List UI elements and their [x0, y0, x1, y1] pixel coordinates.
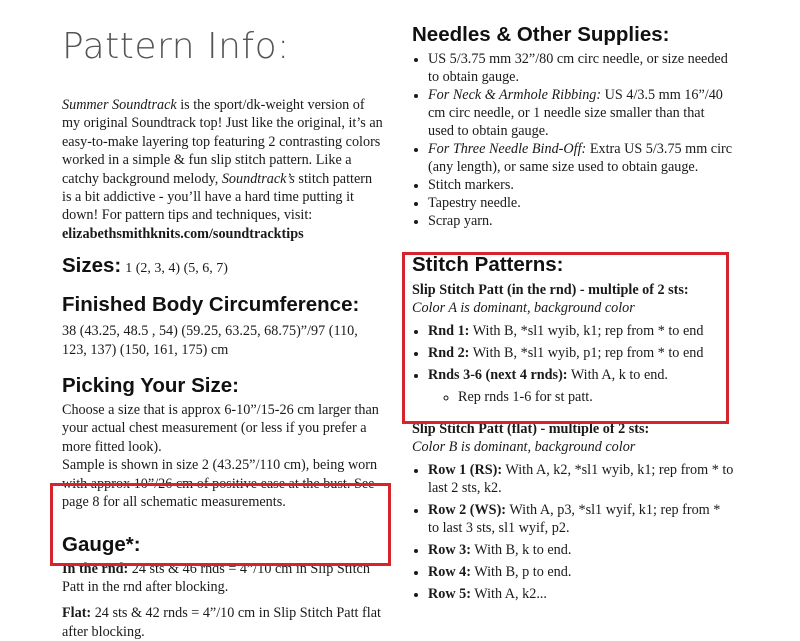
intro-text-1: is the sport/dk-weight version of my original Soundtrack top! Just like the original, it’s an easy-to-make layering top featuring 2 contrasting colors worked in a simple & fun slip stitch pattern. Like a catchy background melody,	[62, 97, 383, 187]
gauge-flat-label: Flat:	[62, 605, 91, 621]
stitch-flat-item-3: • Row 4: With B, p to end.	[428, 563, 734, 581]
needles-item-5: • Scrap yarn.	[428, 212, 734, 230]
stitch-patterns-highlight-box	[402, 252, 729, 424]
finished-section	[62, 292, 384, 359]
gauge-heading: Gauge*:	[62, 532, 384, 557]
picking-text-1: Choose a size that is approx 6-10”/15-26 cm larger than your actual chest measurement (or less if you prefer a more fitted look).	[62, 401, 384, 456]
stitch-rnd-item-2: • Rnds 3-6 (next 4 rnds): With A, k to end. ◦ Rep rnds 1-6 for st patt.	[428, 366, 734, 406]
sizes-section	[62, 253, 384, 278]
gauge-flat	[62, 604, 384, 641]
needles-item-2: • For Three Needle Bind-Off: Extra US 5/3.75 mm circ (any length), or same size used to obtain gauge.	[428, 140, 734, 176]
needles-list	[412, 50, 734, 230]
tips-link[interactable]: elizabethsmithknits.com/soundtracktips	[62, 226, 304, 242]
gauge-highlight-box	[50, 483, 391, 566]
picking-text-2: Sample is shown in size 2 (43.25”/110 cm), being worn with approx 10”/26 cm of positive ease at the bust. See page 8 for all schematic measurements.	[62, 456, 384, 511]
pattern-name: Summer Soundtrack	[62, 97, 177, 113]
stitch-rnd-title: Slip Stitch Patt (in the rnd) - multiple of 2 sts:	[412, 281, 734, 299]
stitch-flat-item-1: • Row 2 (WS): With A, p3, *sl1 wyif, k1; rep from * to last 3 sts, sl1 wyif, p2.	[428, 501, 734, 537]
stitch-rnd-item-1: • Rnd 2: With B, *sl1 wyib, p1; rep from * to end	[428, 344, 734, 362]
gauge-flat-text: 24 sts & 42 rnds = 4”/10 cm in Slip Stitch Patt flat after blocking.	[62, 605, 381, 639]
stitch-rnd-subitem: ◦ Rep rnds 1-6 for st patt.	[458, 388, 734, 406]
sizes-value: 1 (2, 3, 4) (5, 6, 7)	[125, 261, 228, 276]
gauge-rnd-text: 24 sts & 46 rnds = 4”/10 cm in Slip Stitch Patt in the rnd after blocking.	[62, 561, 370, 595]
needles-item-3: • Stitch markers.	[428, 176, 734, 194]
sizes-heading: Sizes:	[62, 254, 121, 277]
stitch-flat-title: Slip Stitch Patt (flat) - multiple of 2 sts:	[412, 420, 734, 438]
stitch-flat-item-0: • Row 1 (RS): With A, k2, *sl1 wyib, k1; rep from * to last 2 sts, k2.	[428, 461, 734, 497]
stitch-flat-list	[412, 461, 734, 603]
needles-item-0: • US 5/3.75 mm 32”/80 cm circ needle, or size needed to obtain gauge.	[428, 50, 734, 86]
intro-text-2: stitch pattern is a bit addictive - you’ll have a hard time putting it down! For pattern tips and techniques, visit:	[62, 171, 372, 224]
stitch-rnd-sub: Color A is dominant, background color	[412, 299, 734, 317]
picking-heading: Picking Your Size:	[62, 373, 384, 398]
needles-item-4: • Tapestry needle.	[428, 194, 734, 212]
pattern-name-possessive: Soundtrack’s	[222, 171, 295, 187]
finished-text: 38 (43.25, 48.5 , 54) (59.25, 63.25, 68.75)”/97 (110, 123, 137) (150, 161, 175) cm	[62, 322, 384, 359]
needles-heading: Needles & Other Supplies:	[412, 22, 734, 47]
stitch-flat-item-4: • Row 5: With A, k2...	[428, 585, 734, 603]
stitch-flat-sub: Color B is dominant, background color	[412, 438, 734, 456]
stitch-rnd-item-0: • Rnd 1: With B, *sl1 wyib, k1; rep from * to end	[428, 322, 734, 340]
needles-item-1: • For Neck & Armhole Ribbing: US 4/3.5 mm 16”/40 cm circ needle, or 1 needle size smaller than that used to obtain gauge.	[428, 86, 734, 140]
intro-paragraph	[62, 96, 384, 243]
finished-heading: Finished Body Circumference:	[62, 292, 384, 317]
stitch-flat-item-2: • Row 3: With B, k to end.	[428, 541, 734, 559]
stitch-heading: Stitch Patterns:	[412, 252, 734, 277]
gauge-rnd-label: In the rnd:	[62, 561, 128, 577]
page-title: Pattern Info:	[62, 24, 384, 70]
